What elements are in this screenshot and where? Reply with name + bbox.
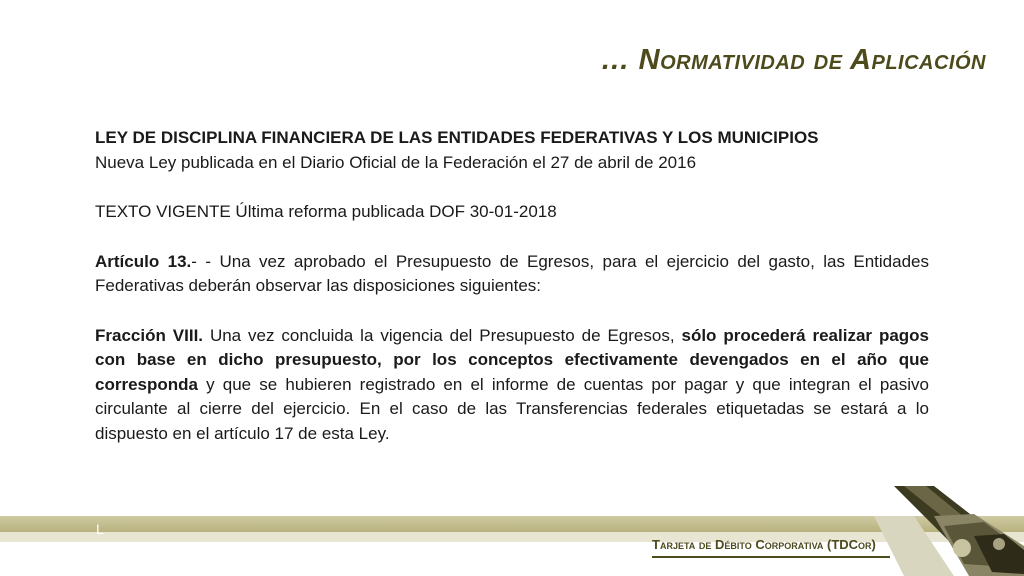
law-title: LEY DE DISCIPLINA FINANCIERA DE LAS ENTIDADES FEDERATIVAS Y LOS MUNICIPIOS	[95, 128, 819, 147]
law-published: Nueva Ley publicada en el Diario Oficial de la Federación el 27 de abril de 2016	[95, 152, 697, 172]
article-13-paragraph	[95, 250, 929, 299]
footer-band	[0, 516, 1024, 532]
fraction-text-2: y que se hubieren registrado en el informe de cuentas por pagar y que integran el pasivo circulante al cierre del ejercicio. En el caso de las Transferencias federales etiquetadas se estará a lo dispuesto en el artículo 17 de esta Ley.	[95, 374, 929, 443]
footer-letter: L	[96, 521, 104, 537]
footer-text: Tarjeta de Débito Corporativa (TDCor)	[652, 537, 876, 552]
footer-underline	[652, 556, 890, 558]
article-text: - - Una vez aprobado el Presupuesto de Egresos, para el ejercicio del gasto, las Entidades Federativas deberán observar las disposiciones siguientes:	[95, 251, 929, 295]
fraction-label: Fracción VIII.	[95, 325, 204, 345]
slide-content	[95, 126, 929, 446]
fraction-viii-paragraph	[95, 324, 929, 447]
fraction-text-1: Una vez concluida la vigencia del Presupuesto de Egresos,	[203, 325, 682, 345]
text-vigente: TEXTO VIGENTE Última reforma publicada DOF 30-01-2018	[95, 202, 557, 221]
fraction-bold-text: sólo procederá realizar pagos con base en dicho presupuesto, por los conceptos efectivamente devengados en el año que corresponda	[95, 325, 930, 394]
slide-title: … Normatividad de Aplicación	[600, 44, 986, 76]
corner-decoration	[874, 486, 1024, 576]
article-label: Artículo 13.	[95, 251, 192, 271]
